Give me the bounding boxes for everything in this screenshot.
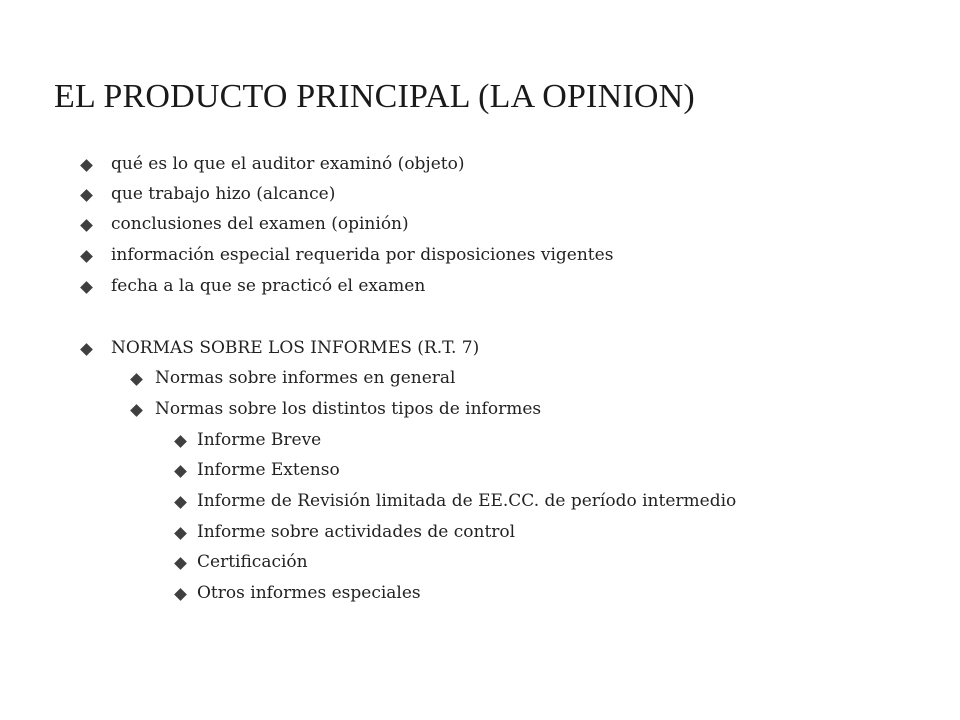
sub-list-item-text: Normas sobre informes en general [155,368,456,388]
diamond-bullet-icon [174,588,187,601]
section-heading-text: NORMAS SOBRE LOS INFORMES (R.T. 7) [111,338,480,358]
diamond-bullet-icon [174,435,187,448]
list-item [82,245,613,265]
diamond-bullet-icon [174,557,187,570]
diamond-bullet-icon [174,465,187,478]
report-type-item [176,460,340,480]
sub-list-item [132,368,455,388]
diamond-bullet-icon [80,281,93,294]
report-type-text: Informe Breve [197,430,322,450]
diamond-bullet-icon [130,373,143,386]
diamond-bullet-icon [174,496,187,509]
diamond-bullet-icon [80,189,93,202]
report-type-text: Informe Extenso [197,460,340,480]
list-item-text: qué es lo que el auditor examinó (objeto) [111,154,465,174]
diamond-bullet-icon [130,404,143,417]
list-item-text: que trabajo hizo (alcance) [111,184,336,204]
diamond-bullet-icon [80,343,93,356]
report-type-item [176,552,308,572]
list-item-text: fecha a la que se practicó el examen [111,276,426,296]
report-type-item [176,522,515,542]
report-type-item [176,583,421,603]
report-type-text: Otros informes especiales [197,583,421,603]
report-type-item [176,491,736,511]
list-item-text: información especial requerida por disposiciones vigentes [111,245,614,265]
diamond-bullet-icon [80,219,93,232]
sub-list-item [132,399,541,419]
list-item [82,184,335,204]
list-item-text: conclusiones del examen (opinión) [111,214,409,234]
report-type-text: Informe sobre actividades de control [197,522,516,542]
diamond-bullet-icon [80,250,93,263]
report-type-text: Certificación [197,552,308,572]
diamond-bullet-icon [80,159,93,172]
section-heading [82,338,479,358]
list-item [82,154,464,174]
list-item [82,276,425,296]
report-type-item [176,430,321,450]
report-type-text: Informe de Revisión limitada de EE.CC. de período intermedio [197,491,737,511]
sub-list-item-text: Normas sobre los distintos tipos de informes [155,399,542,419]
list-item [82,214,409,234]
diamond-bullet-icon [174,527,187,540]
slide-title: EL PRODUCTO PRINCIPAL (LA OPINION) [54,78,695,115]
